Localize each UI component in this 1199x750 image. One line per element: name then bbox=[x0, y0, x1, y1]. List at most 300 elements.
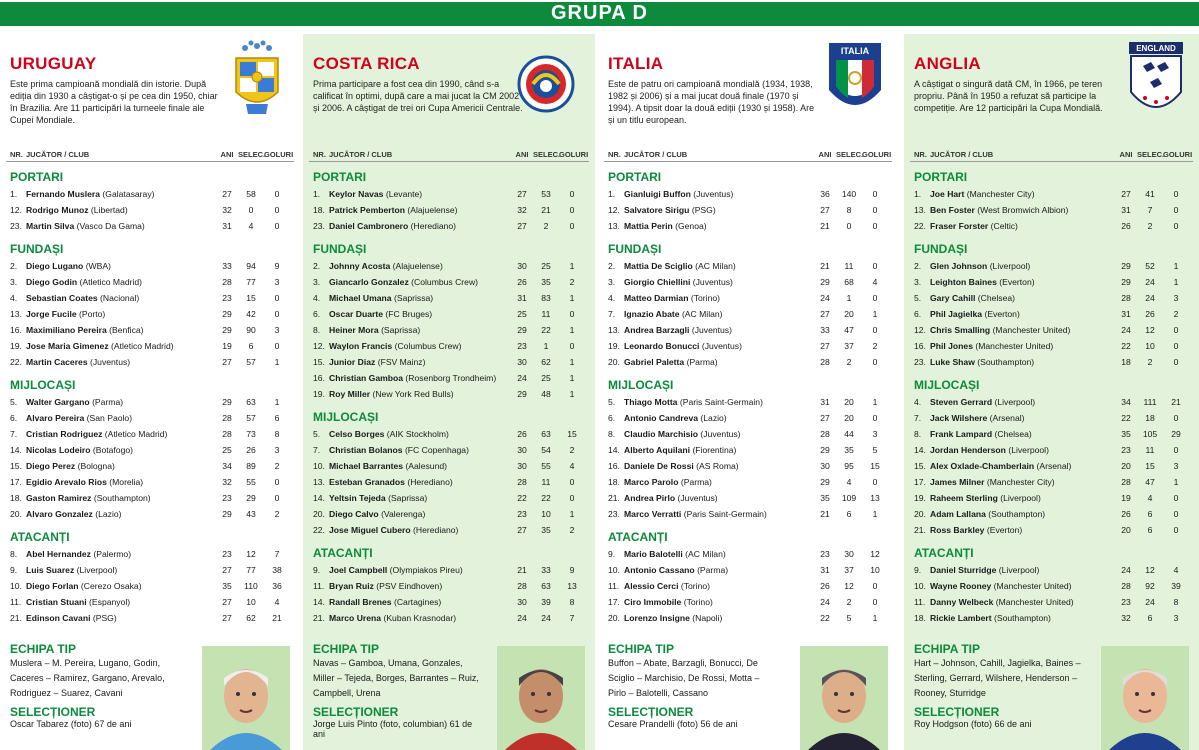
player-number: 12. bbox=[914, 325, 926, 335]
player-row bbox=[6, 426, 294, 442]
player-name-cell bbox=[624, 394, 814, 410]
player-goals: 0 bbox=[1173, 525, 1179, 535]
player-age: 30 bbox=[820, 461, 830, 471]
player-number: 3. bbox=[608, 277, 616, 287]
player-name: Frank Lampard bbox=[930, 429, 993, 439]
player-row bbox=[309, 370, 589, 386]
player-age: 29 bbox=[222, 325, 232, 335]
player-club: (Paris Saint-Germain) bbox=[679, 397, 763, 407]
player-name-cell bbox=[624, 306, 814, 322]
player-name: Alvaro Pereira bbox=[26, 413, 85, 423]
player-club: (Valerenga) bbox=[381, 509, 426, 519]
player-name: Ross Barkley bbox=[930, 525, 985, 535]
player-age: 32 bbox=[222, 477, 232, 487]
player-name-cell bbox=[329, 306, 511, 322]
player-row bbox=[6, 186, 294, 202]
player-name: Salvatore Sirigu bbox=[624, 205, 690, 215]
player-name: Fernando Muslera bbox=[26, 189, 101, 199]
player-goals: 1 bbox=[569, 509, 575, 519]
player-name: Giancarlo Gonzalez bbox=[329, 277, 409, 287]
player-age: 31 bbox=[820, 565, 830, 575]
player-age: 22 bbox=[1121, 341, 1131, 351]
player-age: 26 bbox=[517, 277, 527, 287]
player-name: Randall Brenes bbox=[329, 597, 392, 607]
player-number: 16. bbox=[10, 325, 22, 335]
player-goals: 0 bbox=[872, 413, 878, 423]
player-number: 19. bbox=[10, 341, 22, 351]
player-caps: 58 bbox=[246, 189, 256, 199]
player-name: Johnny Acosta bbox=[329, 261, 391, 271]
player-row bbox=[604, 338, 892, 354]
player-caps: 7 bbox=[1147, 205, 1153, 215]
player-name: Gaston Ramirez bbox=[26, 493, 92, 503]
lineup-text: Navas – Gamboa, Umana, Gonzales, Miller – Tejeda, Borges, Barrantes – Ruiz, Campbell, Urena bbox=[313, 658, 479, 698]
player-club: (Fiorentina) bbox=[692, 445, 737, 455]
player-club: (Herediano) bbox=[413, 525, 459, 535]
player-number: 16. bbox=[313, 373, 325, 383]
player-club: (PSG) bbox=[92, 613, 117, 623]
player-name: Thiago Motta bbox=[624, 397, 678, 407]
player-name-cell bbox=[329, 218, 511, 234]
col-header-goals: GOLURI bbox=[862, 150, 892, 159]
player-caps: 92 bbox=[1145, 581, 1155, 591]
player-name-cell bbox=[329, 290, 511, 306]
player-name: Joel Campbell bbox=[329, 565, 388, 575]
player-age: 27 bbox=[222, 189, 232, 199]
player-name-cell bbox=[26, 218, 216, 234]
player-name-cell bbox=[26, 354, 216, 370]
player-club: (Chelsea) bbox=[994, 429, 1032, 439]
player-number: 17. bbox=[10, 477, 22, 487]
player-age: 27 bbox=[222, 613, 232, 623]
player-name-cell bbox=[26, 578, 216, 594]
col-header-goals: GOLURI bbox=[559, 150, 589, 159]
player-name: Jorge Fucile bbox=[26, 309, 77, 319]
player-name-cell bbox=[329, 506, 511, 522]
coach-text: Jorge Luis Pinto (foto, columbian) 61 de ani bbox=[313, 719, 473, 739]
player-row bbox=[309, 306, 589, 322]
player-age: 29 bbox=[222, 509, 232, 519]
section-title: ATACANȚI bbox=[313, 546, 373, 560]
player-name: Waylon Francis bbox=[329, 341, 393, 351]
player-row bbox=[6, 306, 294, 322]
player-age: 27 bbox=[517, 221, 527, 231]
player-name: Diego Forlan bbox=[26, 581, 79, 591]
player-row bbox=[309, 354, 589, 370]
player-name: Nicolas Lodeiro bbox=[26, 445, 91, 455]
player-age: 35 bbox=[222, 581, 232, 591]
player-number: 17. bbox=[914, 477, 926, 487]
player-caps: 42 bbox=[246, 309, 256, 319]
player-name-cell bbox=[26, 410, 216, 426]
section-title: FUNDAȘI bbox=[608, 242, 662, 256]
player-name-cell bbox=[930, 578, 1115, 594]
player-club: (Liverpool) bbox=[76, 565, 118, 575]
player-goals: 39 bbox=[1171, 581, 1181, 591]
player-goals: 4 bbox=[274, 597, 280, 607]
player-club: (Napoli) bbox=[692, 613, 723, 623]
player-club: (Columbus Crew) bbox=[394, 341, 462, 351]
player-goals: 3 bbox=[1173, 293, 1179, 303]
player-caps: 18 bbox=[1145, 413, 1155, 423]
player-caps: 25 bbox=[541, 261, 551, 271]
player-club: (Galatasaray) bbox=[102, 189, 155, 199]
player-name: Raheem Sterling bbox=[930, 493, 998, 503]
player-number: 23. bbox=[608, 509, 620, 519]
player-caps: 8 bbox=[846, 205, 852, 215]
player-age: 26 bbox=[1121, 509, 1131, 519]
col-header-age: ANI bbox=[1119, 150, 1133, 159]
player-caps: 57 bbox=[246, 357, 256, 367]
player-goals: 0 bbox=[1173, 413, 1179, 423]
player-caps: 2 bbox=[846, 357, 852, 367]
player-row bbox=[6, 218, 294, 234]
player-row bbox=[309, 578, 589, 594]
col-header-age: ANI bbox=[220, 150, 234, 159]
player-name: Wayne Rooney bbox=[930, 581, 992, 591]
player-row bbox=[309, 594, 589, 610]
player-number: 12. bbox=[608, 205, 620, 215]
player-number: 15. bbox=[914, 461, 926, 471]
player-name-cell bbox=[329, 522, 511, 538]
player-caps: 109 bbox=[841, 493, 857, 503]
player-goals: 2 bbox=[1173, 309, 1179, 319]
player-goals: 0 bbox=[1173, 341, 1179, 351]
player-name: Adam Lallana bbox=[930, 509, 986, 519]
player-caps: 52 bbox=[1145, 261, 1155, 271]
player-age: 23 bbox=[820, 549, 830, 559]
player-name: Glen Johnson bbox=[930, 261, 988, 271]
player-club: (Lazio) bbox=[700, 413, 727, 423]
player-row bbox=[309, 522, 589, 538]
player-row bbox=[910, 506, 1193, 522]
player-name-cell bbox=[329, 202, 511, 218]
player-age: 24 bbox=[517, 373, 527, 383]
player-age: 22 bbox=[820, 613, 830, 623]
team-column-uruguay bbox=[0, 34, 300, 750]
player-goals: 4 bbox=[1173, 565, 1179, 575]
player-name-cell bbox=[26, 426, 216, 442]
player-name: Heiner Mora bbox=[329, 325, 379, 335]
player-number: 17. bbox=[608, 597, 620, 607]
player-club: (San Paolo) bbox=[86, 413, 133, 423]
player-club: (Everton) bbox=[999, 277, 1035, 287]
player-name-cell bbox=[26, 306, 216, 322]
player-club: (Juventus) bbox=[90, 357, 131, 367]
player-goals: 0 bbox=[872, 261, 878, 271]
player-goals: 0 bbox=[872, 357, 878, 367]
player-name-cell bbox=[26, 394, 216, 410]
player-caps: 4 bbox=[846, 477, 852, 487]
section-title: FUNDAȘI bbox=[313, 242, 367, 256]
player-name-cell bbox=[624, 426, 814, 442]
player-name: Rodrigo Munoz bbox=[26, 205, 89, 215]
player-club: (Chelsea) bbox=[977, 293, 1016, 303]
player-age: 21 bbox=[820, 509, 830, 519]
player-number: 16. bbox=[914, 341, 926, 351]
player-number: 1. bbox=[608, 189, 616, 199]
player-club: (Libertad) bbox=[90, 205, 128, 215]
player-caps: 20 bbox=[844, 413, 854, 423]
player-name-cell bbox=[930, 202, 1115, 218]
col-header-no: NR. bbox=[914, 150, 927, 159]
player-club: (Parma) bbox=[680, 477, 712, 487]
player-goals: 1 bbox=[274, 397, 280, 407]
player-caps: 4 bbox=[248, 221, 254, 231]
player-row bbox=[604, 186, 892, 202]
player-caps: 53 bbox=[541, 189, 551, 199]
player-club: (Manchester City) bbox=[986, 477, 1055, 487]
player-club: (Alajuelense) bbox=[392, 261, 443, 271]
player-club: (Parma) bbox=[697, 565, 729, 575]
col-header-caps: SELEC. bbox=[1137, 150, 1165, 159]
section-title: PORTARI bbox=[313, 170, 367, 184]
player-number: 5. bbox=[914, 293, 922, 303]
player-club: (Saprissa) bbox=[381, 325, 421, 335]
player-age: 24 bbox=[820, 293, 830, 303]
player-caps: 15 bbox=[1145, 461, 1155, 471]
coach-photo bbox=[497, 646, 585, 750]
player-row bbox=[604, 458, 892, 474]
player-row bbox=[6, 562, 294, 578]
team-name: COSTA RICA bbox=[313, 54, 420, 73]
player-row bbox=[910, 322, 1193, 338]
player-caps: 21 bbox=[541, 205, 551, 215]
player-name-cell bbox=[930, 610, 1115, 626]
player-row bbox=[604, 474, 892, 490]
player-age: 24 bbox=[1121, 565, 1131, 575]
player-club: (FSV Mainz) bbox=[377, 357, 426, 367]
player-goals: 1 bbox=[872, 613, 878, 623]
player-club: (Liverpool) bbox=[998, 565, 1040, 575]
player-club: (West Bromwich Albion) bbox=[977, 205, 1069, 215]
player-number: 13. bbox=[914, 205, 926, 215]
player-name: Diego Lugano bbox=[26, 261, 84, 271]
player-goals: 0 bbox=[1173, 221, 1179, 231]
player-caps: 94 bbox=[246, 261, 256, 271]
player-age: 31 bbox=[517, 293, 527, 303]
player-number: 13. bbox=[608, 221, 620, 231]
player-caps: 11 bbox=[541, 309, 551, 319]
player-row bbox=[604, 394, 892, 410]
player-club: (Liverpool) bbox=[994, 397, 1036, 407]
coach-photo bbox=[800, 646, 888, 750]
player-caps: 44 bbox=[844, 429, 854, 439]
player-caps: 54 bbox=[541, 445, 551, 455]
player-caps: 26 bbox=[246, 445, 256, 455]
player-club: (AS Roma) bbox=[696, 461, 739, 471]
player-goals: 1 bbox=[569, 293, 575, 303]
player-caps: 25 bbox=[541, 373, 551, 383]
player-name-cell bbox=[624, 202, 814, 218]
player-caps: 73 bbox=[246, 429, 256, 439]
uruguay-crest bbox=[228, 40, 286, 118]
player-name-cell bbox=[26, 458, 216, 474]
player-caps: 33 bbox=[541, 565, 551, 575]
player-number: 21. bbox=[914, 525, 926, 535]
player-age: 29 bbox=[820, 477, 830, 487]
col-header-goals: GOLURI bbox=[264, 150, 294, 159]
player-name-cell bbox=[26, 202, 216, 218]
player-club: (Manchester City) bbox=[966, 189, 1035, 199]
player-number: 1. bbox=[10, 189, 18, 199]
player-number: 4. bbox=[608, 293, 616, 303]
player-name-cell bbox=[930, 394, 1115, 410]
player-name: Leighton Baines bbox=[930, 277, 997, 287]
player-row bbox=[309, 274, 589, 290]
player-number: 3. bbox=[313, 277, 321, 287]
player-name: Jordan Henderson bbox=[930, 445, 1006, 455]
player-age: 29 bbox=[517, 389, 527, 399]
player-name-cell bbox=[329, 578, 511, 594]
player-number: 2. bbox=[608, 261, 616, 271]
player-row bbox=[6, 506, 294, 522]
player-goals: 0 bbox=[1173, 189, 1179, 199]
player-name-cell bbox=[26, 562, 216, 578]
player-name: Antonio Candreva bbox=[624, 413, 699, 423]
player-age: 25 bbox=[517, 309, 527, 319]
col-header-age: ANI bbox=[515, 150, 529, 159]
player-number: 7. bbox=[313, 445, 321, 455]
player-age: 20 bbox=[1121, 461, 1131, 471]
player-age: 29 bbox=[222, 309, 232, 319]
player-number: 3. bbox=[914, 277, 922, 287]
player-name: Jose Maria Gimenez bbox=[26, 341, 109, 351]
player-age: 24 bbox=[820, 597, 830, 607]
player-club: (Juventus) bbox=[701, 341, 742, 351]
player-goals: 0 bbox=[1173, 493, 1179, 503]
player-caps: 0 bbox=[248, 205, 254, 215]
player-name-cell bbox=[624, 274, 814, 290]
player-age: 19 bbox=[222, 341, 232, 351]
player-club: (Liverpool) bbox=[989, 261, 1031, 271]
player-row bbox=[910, 562, 1193, 578]
player-number: 5. bbox=[10, 397, 18, 407]
player-goals: 1 bbox=[569, 325, 575, 335]
team-footer bbox=[910, 642, 1193, 750]
player-row bbox=[6, 202, 294, 218]
player-caps: 30 bbox=[844, 549, 854, 559]
player-number: 14. bbox=[313, 597, 325, 607]
player-goals: 9 bbox=[569, 565, 575, 575]
player-name: Antonio Cassano bbox=[624, 565, 695, 575]
player-name: Cristian Stuani bbox=[26, 597, 87, 607]
player-goals: 13 bbox=[870, 493, 880, 503]
player-age: 30 bbox=[517, 597, 527, 607]
player-row bbox=[604, 562, 892, 578]
player-name: Alberto Aquilani bbox=[624, 445, 691, 455]
player-number: 23. bbox=[10, 221, 22, 231]
player-row bbox=[309, 322, 589, 338]
player-name-cell bbox=[930, 354, 1115, 370]
player-caps: 2 bbox=[1147, 221, 1153, 231]
player-goals: 0 bbox=[274, 293, 280, 303]
player-number: 11. bbox=[914, 597, 926, 607]
player-name-cell bbox=[329, 370, 511, 386]
player-goals: 6 bbox=[274, 413, 280, 423]
player-goals: 0 bbox=[1173, 509, 1179, 519]
team-footer bbox=[6, 642, 294, 750]
player-caps: 111 bbox=[1143, 397, 1157, 407]
player-age: 34 bbox=[1121, 397, 1131, 407]
team-column-anglia bbox=[904, 34, 1199, 750]
player-caps: 10 bbox=[246, 597, 256, 607]
player-name-cell bbox=[930, 218, 1115, 234]
player-club: (Genoa) bbox=[675, 221, 707, 231]
player-row bbox=[6, 594, 294, 610]
player-age: 28 bbox=[820, 357, 830, 367]
player-row bbox=[604, 306, 892, 322]
player-row bbox=[6, 410, 294, 426]
player-row bbox=[6, 290, 294, 306]
player-name-cell bbox=[930, 290, 1115, 306]
player-goals: 3 bbox=[1173, 613, 1179, 623]
player-age: 26 bbox=[1121, 221, 1131, 231]
player-name-cell bbox=[624, 610, 814, 626]
player-name-cell bbox=[624, 506, 814, 522]
player-club: (Celtic) bbox=[990, 221, 1018, 231]
player-row bbox=[6, 354, 294, 370]
table-header bbox=[6, 144, 294, 162]
player-number: 15. bbox=[313, 357, 325, 367]
player-goals: 2 bbox=[872, 341, 878, 351]
player-goals: 0 bbox=[274, 309, 280, 319]
player-age: 29 bbox=[1121, 261, 1131, 271]
player-row bbox=[910, 594, 1193, 610]
player-number: 19. bbox=[914, 493, 926, 503]
player-name-cell bbox=[26, 474, 216, 490]
player-club: (Liverpool) bbox=[1000, 493, 1041, 503]
player-row bbox=[309, 218, 589, 234]
player-caps: 62 bbox=[541, 357, 551, 367]
player-name: Celso Borges bbox=[329, 429, 385, 439]
player-number: 14. bbox=[914, 445, 926, 455]
player-name: Jose Miguel Cubero bbox=[329, 525, 411, 535]
player-number: 10. bbox=[608, 565, 620, 575]
col-header-player: JUCĂTOR / CLUB bbox=[329, 150, 393, 159]
player-row bbox=[604, 610, 892, 626]
player-caps: 35 bbox=[541, 525, 551, 535]
player-club: (Southampton) bbox=[93, 493, 151, 503]
player-club: (Levante) bbox=[385, 189, 423, 199]
section-title: MIJLOCAȘI bbox=[608, 378, 674, 392]
player-name: Marco Verratti bbox=[624, 509, 682, 519]
team-description: Prima participare a fost cea din 1990, când s-a calificat în optimi, după care a mai jucat la CM 2002 și 2006. A câștigat de trei ori Cupa Americii Centrale. bbox=[313, 79, 523, 113]
player-age: 29 bbox=[517, 325, 527, 335]
player-name: Martin Silva bbox=[26, 221, 75, 231]
player-row bbox=[910, 354, 1193, 370]
player-name-cell bbox=[624, 290, 814, 306]
player-goals: 0 bbox=[1173, 205, 1179, 215]
player-name: Esteban Granados bbox=[329, 477, 405, 487]
player-row bbox=[910, 578, 1193, 594]
player-name: Gary Cahill bbox=[930, 293, 976, 303]
player-name-cell bbox=[930, 338, 1115, 354]
player-goals: 10 bbox=[870, 565, 880, 575]
player-goals: 0 bbox=[872, 189, 878, 199]
coach-photo bbox=[202, 646, 290, 750]
player-goals: 1 bbox=[1173, 477, 1179, 487]
player-club: (Torino) bbox=[680, 581, 710, 591]
section-title: PORTARI bbox=[914, 170, 968, 184]
player-goals: 21 bbox=[272, 613, 282, 623]
player-caps: 10 bbox=[1145, 341, 1155, 351]
player-caps: 0 bbox=[846, 221, 852, 231]
player-goals: 0 bbox=[569, 221, 575, 231]
player-age: 30 bbox=[517, 445, 527, 455]
player-row bbox=[910, 442, 1193, 458]
player-name: Michael Barrantes bbox=[329, 461, 404, 471]
